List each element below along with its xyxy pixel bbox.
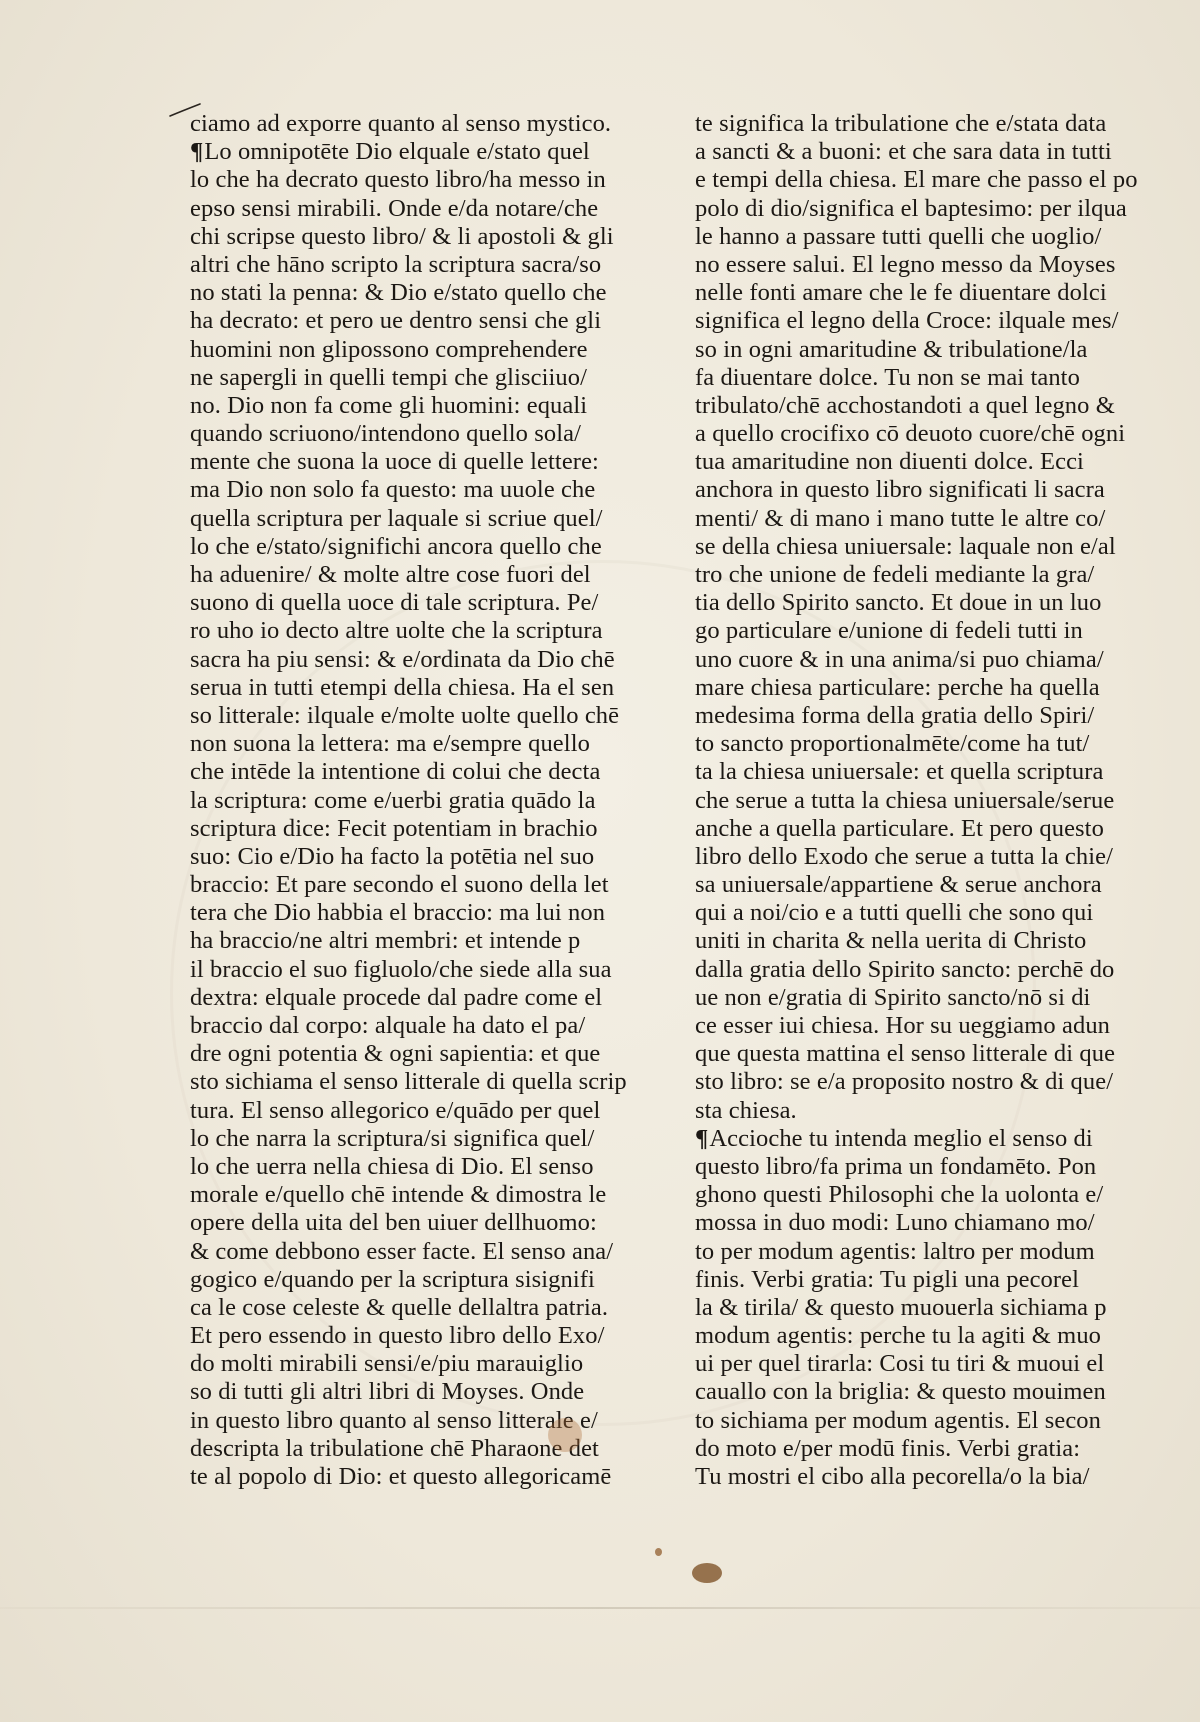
text-line-content: sto libro: se e/a proposito nostro & di que/ xyxy=(695,1068,1114,1096)
text-line xyxy=(190,533,660,561)
text-line-content: ro uho io decto altre uolte che la scriptura xyxy=(190,617,603,645)
text-line xyxy=(695,138,1165,166)
ink-stain xyxy=(548,1418,582,1452)
text-line-content: to sancto proportionalmēte/come ha tut/ xyxy=(695,730,1090,758)
text-line xyxy=(190,1068,660,1096)
text-line-content: tua amaritudine non diuenti dolce. Ecci xyxy=(695,448,1084,476)
text-line xyxy=(695,1266,1165,1294)
text-line xyxy=(190,1407,660,1435)
text-line-content: ui per quel tirarla: Cosi tu tiri & muoui el xyxy=(695,1350,1105,1378)
text-line-content: il braccio el suo figluolo/che siede alla sua xyxy=(190,955,612,983)
text-line xyxy=(695,476,1165,504)
text-line-content: Et pero essendo in questo libro dello Exo/ xyxy=(190,1322,605,1350)
text-line-content: tera che Dio habbia el braccio: ma lui non xyxy=(190,899,606,927)
text-line xyxy=(190,1435,660,1463)
text-line-content: ne sapergli in quelli tempi che glisciiuo/ xyxy=(190,363,588,391)
text-line xyxy=(695,1238,1165,1266)
text-line-content: quella scriptura per laquale si scriue quel/ xyxy=(190,504,603,532)
text-line xyxy=(695,646,1165,674)
text-line-content: braccio dal corpo: alquale ha dato el pa/ xyxy=(190,1012,586,1039)
text-line-content: finis. Verbi gratia: Tu pigli una pecorel xyxy=(695,1265,1080,1293)
text-line-content: sa uniuersale/appartiene & serue anchora xyxy=(695,871,1102,899)
text-line xyxy=(695,927,1165,955)
text-line xyxy=(695,1012,1165,1040)
text-line-content: ghono questi Philosophi che la uolonta e/ xyxy=(695,1181,1104,1209)
ink-blot xyxy=(692,1563,722,1583)
text-line-content: so di tutti gli altri libri di Moyses. Onde xyxy=(190,1378,585,1406)
text-line xyxy=(695,1153,1165,1181)
paragraph-mark: ¶ xyxy=(190,138,204,166)
text-line xyxy=(695,251,1165,279)
text-line-content: a sancti & a buoni: et che sara data in tutti xyxy=(695,138,1112,166)
text-line-content: se della chiesa uniuersale: laquale non e/al xyxy=(695,532,1116,560)
text-line-content: tura. El senso allegorico e/quādo per quel xyxy=(190,1096,601,1124)
text-line xyxy=(695,1181,1165,1209)
text-line xyxy=(695,1435,1165,1463)
text-line-content: suono di quella uoce di tale scriptura. Pe/ xyxy=(190,589,599,617)
text-line xyxy=(190,871,660,899)
text-line-content: go particulare e/unione di fedeli tutti in xyxy=(695,617,1083,645)
text-line xyxy=(190,899,660,927)
text-line-content: Lo omnipotēte Dio elquale e/stato quel xyxy=(204,138,590,166)
text-line xyxy=(190,1040,660,1068)
ink-dot xyxy=(655,1548,662,1556)
text-line-content: che serue a tutta la chiesa uniuersale/serue xyxy=(695,786,1115,814)
text-line-content: te significa la tribulatione che e/stata data xyxy=(695,110,1107,137)
text-line xyxy=(695,195,1165,223)
text-line xyxy=(695,336,1165,364)
text-line-content: ca le cose celeste & quelle dellaltra patria. xyxy=(190,1293,609,1321)
text-line-content: no. Dio non fa come gli huomini: equali xyxy=(190,391,588,419)
text-line-content: polo di dio/significa el baptesimo: per ilqua xyxy=(695,194,1127,222)
text-line-content: ha aduenire/ & molte altre cose fuori del xyxy=(190,561,591,588)
text-line xyxy=(695,674,1165,702)
text-line-content: no essere salui. El legno messo da Moyses xyxy=(695,250,1116,278)
text-line xyxy=(695,899,1165,927)
text-line-content: a quello crocifixo cō deuoto cuore/chē ogni xyxy=(695,420,1126,448)
text-line-content: lo che uerra nella chiesa di Dio. El senso xyxy=(190,1152,594,1180)
text-line xyxy=(695,702,1165,730)
text-line xyxy=(695,392,1165,420)
text-line xyxy=(695,1378,1165,1406)
text-line xyxy=(190,195,660,223)
text-line-content: suo: Cio e/Dio ha facto la potētia nel suo xyxy=(190,842,595,870)
text-line xyxy=(695,223,1165,251)
text-line xyxy=(695,505,1165,533)
text-line xyxy=(190,476,660,504)
text-line xyxy=(190,1378,660,1406)
text-line xyxy=(190,420,660,448)
text-line xyxy=(190,674,660,702)
text-line-content: qui a noi/cio e a tutti quelli che sono qui xyxy=(695,899,1094,927)
text-line xyxy=(190,617,660,645)
text-line-content: lo che e/stato/significhi ancora quello che xyxy=(190,532,602,560)
text-line xyxy=(190,1322,660,1350)
text-line xyxy=(190,843,660,871)
text-line xyxy=(190,110,660,138)
text-line-content: e tempi della chiesa. El mare che passo el po xyxy=(695,166,1138,194)
text-line-content: le hanno a passare tutti quelli che uoglio/ xyxy=(695,222,1102,250)
text-line xyxy=(695,984,1165,1012)
text-line-content: morale e/quello chē intende & dimostra le xyxy=(190,1181,607,1209)
text-line-content: in questo libro quanto al senso litterale e/ xyxy=(190,1406,598,1434)
text-line xyxy=(695,307,1165,335)
text-line-content: tia dello Spirito sancto. Et doue in un luo xyxy=(695,589,1102,617)
text-line xyxy=(695,787,1165,815)
page-fold-line xyxy=(0,1607,1200,1609)
text-line xyxy=(190,279,660,307)
text-line-content: uniti in charita & nella uerita di Christo xyxy=(695,927,1087,955)
right-text-column xyxy=(695,110,1165,1491)
text-line-content: sta chiesa. xyxy=(695,1096,797,1124)
text-line xyxy=(695,1125,1165,1153)
text-line-content: medesima forma della gratia dello Spiri/ xyxy=(695,701,1095,729)
text-line xyxy=(695,589,1165,617)
text-line-content: uno cuore & in una anima/si puo chiama/ xyxy=(695,645,1104,673)
text-line-content: libro dello Exodo che serue a tutta la chie/ xyxy=(695,842,1114,870)
text-line-content: nelle fonti amare che le fe diuentare dolci xyxy=(695,279,1107,307)
text-line-content: cauallo con la briglia: & questo mouimen xyxy=(695,1378,1106,1406)
text-line xyxy=(695,561,1165,589)
text-line-content: la scriptura: come e/uerbi gratia quādo la xyxy=(190,786,596,814)
text-line-content: Accioche tu intenda meglio el senso di xyxy=(709,1124,1093,1152)
text-line xyxy=(695,815,1165,843)
text-line xyxy=(190,336,660,364)
text-line-content: ue non e/gratia di Spirito sancto/nō si di xyxy=(695,983,1091,1011)
text-line-content: mente che suona la uoce di quelle lettere: xyxy=(190,448,599,476)
text-line xyxy=(190,758,660,786)
text-line xyxy=(190,1463,660,1491)
text-line-content: dextra: elquale procede dal padre come el xyxy=(190,983,603,1011)
text-line xyxy=(695,871,1165,899)
text-line xyxy=(695,758,1165,786)
text-line-content: tro che unione de fedeli mediante la gra/ xyxy=(695,561,1095,588)
text-line-content: la & tirila/ & questo muouerla sichiama p xyxy=(695,1293,1107,1321)
text-line-content: & come debbono esser facte. El senso ana/ xyxy=(190,1237,614,1265)
text-line xyxy=(695,1407,1165,1435)
text-line xyxy=(190,1012,660,1040)
text-line-content: no stati la penna: & Dio e/stato quello che xyxy=(190,279,607,307)
text-line xyxy=(695,1350,1165,1378)
text-line-content: ma Dio non solo fa questo: ma uuole che xyxy=(190,476,596,504)
text-line xyxy=(190,1181,660,1209)
text-line xyxy=(190,1209,660,1237)
text-line-content: sacra ha piu sensi: & e/ordinata da Dio chē xyxy=(190,645,615,673)
text-line xyxy=(190,730,660,758)
text-line-content: que questa mattina el senso litterale di que xyxy=(695,1040,1116,1068)
text-line xyxy=(190,166,660,194)
text-line-content: braccio: Et pare secondo el suono della let xyxy=(190,871,609,899)
text-line-content: sto sichiama el senso litterale di quella scrip xyxy=(190,1068,627,1096)
text-line xyxy=(695,1097,1165,1125)
text-line xyxy=(695,1463,1165,1491)
text-line-content: so litterale: ilquale e/molte uolte quello chē xyxy=(190,701,620,729)
text-line-content: quando scriuono/intendono quello sola/ xyxy=(190,420,581,448)
text-line xyxy=(695,364,1165,392)
text-line xyxy=(190,307,660,335)
text-line-content: to per modum agentis: laltro per modum xyxy=(695,1237,1095,1265)
text-line-content: menti/ & di mano i mano tutte le altre co/ xyxy=(695,504,1106,532)
text-line-content: ta la chiesa uniuersale: et quella scriptura xyxy=(695,758,1104,786)
text-line xyxy=(190,589,660,617)
text-line-content: ciamo ad exporre quanto al senso mystico. xyxy=(190,110,612,137)
text-line xyxy=(190,1266,660,1294)
text-line-content: epso sensi mirabili. Onde e/da notare/che xyxy=(190,194,599,222)
text-line-content: significa el legno della Croce: ilquale mes/ xyxy=(695,307,1119,335)
text-line xyxy=(190,448,660,476)
text-line xyxy=(190,561,660,589)
text-line xyxy=(190,787,660,815)
text-line-content: huomini non glipossono comprehendere xyxy=(190,335,588,363)
text-line xyxy=(190,702,660,730)
text-line xyxy=(190,1238,660,1266)
text-line xyxy=(190,505,660,533)
text-line-content: anchora in questo libro significati li sacra xyxy=(695,476,1105,504)
text-line xyxy=(190,138,660,166)
text-line-content: lo che ha decrato questo libro/ha messo in xyxy=(190,166,606,194)
text-line xyxy=(695,730,1165,758)
text-line xyxy=(695,843,1165,871)
text-line-content: do moto e/per modū finis. Verbi gratia: xyxy=(695,1434,1081,1462)
text-line-content: do molti mirabili sensi/e/piu marauiglio xyxy=(190,1350,584,1378)
text-line xyxy=(190,646,660,674)
text-line-content: che intēde la intentione di colui che decta xyxy=(190,758,601,786)
text-line-content: Tu mostri el cibo alla pecorella/o la bia/ xyxy=(695,1463,1090,1490)
text-line xyxy=(695,617,1165,645)
text-line-content: fa diuentare dolce. Tu non se mai tanto xyxy=(695,363,1080,391)
text-line xyxy=(190,364,660,392)
text-line-content: ha decrato: et pero ue dentro sensi che gli xyxy=(190,307,602,335)
text-line xyxy=(695,110,1165,138)
text-line xyxy=(190,223,660,251)
text-line-content: ha braccio/ne altri membri: et intende p xyxy=(190,927,581,955)
text-line-content: questo libro/fa prima un fondamēto. Pon xyxy=(695,1152,1097,1180)
text-line xyxy=(190,1294,660,1322)
text-line-content: opere della uita del ben uiuer dellhuomo: xyxy=(190,1209,597,1237)
text-line xyxy=(190,392,660,420)
text-line xyxy=(695,1040,1165,1068)
text-line-content: te al popolo di Dio: et questo allegoricamē xyxy=(190,1463,612,1490)
text-line-content: to sichiama per modum agentis. El secon xyxy=(695,1406,1102,1434)
text-line xyxy=(190,927,660,955)
text-line xyxy=(190,1350,660,1378)
text-line-content: non suona la lettera: ma e/sempre quello xyxy=(190,730,590,758)
text-line xyxy=(695,279,1165,307)
left-text-column xyxy=(190,110,660,1491)
text-line xyxy=(695,420,1165,448)
text-line xyxy=(190,815,660,843)
text-line xyxy=(695,448,1165,476)
text-line-content: anche a quella particulare. Et pero questo xyxy=(695,814,1104,842)
text-line-content: chi scripse questo libro/ & li apostoli & gli xyxy=(190,222,614,250)
text-line-content: dalla gratia dello Spirito sancto: perchē do xyxy=(695,955,1115,983)
text-line xyxy=(695,956,1165,984)
text-line xyxy=(695,1322,1165,1350)
text-line-content: gogico e/quando per la scriptura sisignifi xyxy=(190,1265,595,1293)
text-line xyxy=(695,1068,1165,1096)
paragraph-mark: ¶ xyxy=(695,1124,709,1152)
text-line-content: lo che narra la scriptura/si significa quel/ xyxy=(190,1124,595,1152)
text-line-content: altri che hāno scripto la scriptura sacra/so xyxy=(190,250,602,278)
text-line-content: descripta la tribulatione chē Pharaone det xyxy=(190,1434,599,1462)
text-line xyxy=(190,1097,660,1125)
text-line xyxy=(190,1125,660,1153)
text-line-content: scriptura dice: Fecit potentiam in brachio xyxy=(190,814,598,842)
text-line-content: serua in tutti etempi della chiesa. Ha el sen xyxy=(190,673,615,701)
text-line-content: mossa in duo modi: Luno chiamano mo/ xyxy=(695,1209,1095,1237)
text-line xyxy=(695,166,1165,194)
text-line-content: so in ogni amaritudine & tribulatione/la xyxy=(695,335,1088,363)
text-line xyxy=(190,956,660,984)
text-line xyxy=(695,1209,1165,1237)
text-line xyxy=(695,1294,1165,1322)
text-line-content: tribulato/chē acchostandoti a quel legno & xyxy=(695,391,1115,419)
text-line xyxy=(190,1153,660,1181)
text-line xyxy=(190,251,660,279)
text-line-content: modum agentis: perche tu la agiti & muo xyxy=(695,1322,1102,1350)
text-line-content: mare chiesa particulare: perche ha quella xyxy=(695,673,1100,701)
text-line xyxy=(190,984,660,1012)
text-line xyxy=(695,533,1165,561)
text-line-content: ce esser iui chiesa. Hor su ueggiamo adun xyxy=(695,1012,1111,1039)
text-line-content: dre ogni potentia & ogni sapientia: et que xyxy=(190,1040,601,1068)
